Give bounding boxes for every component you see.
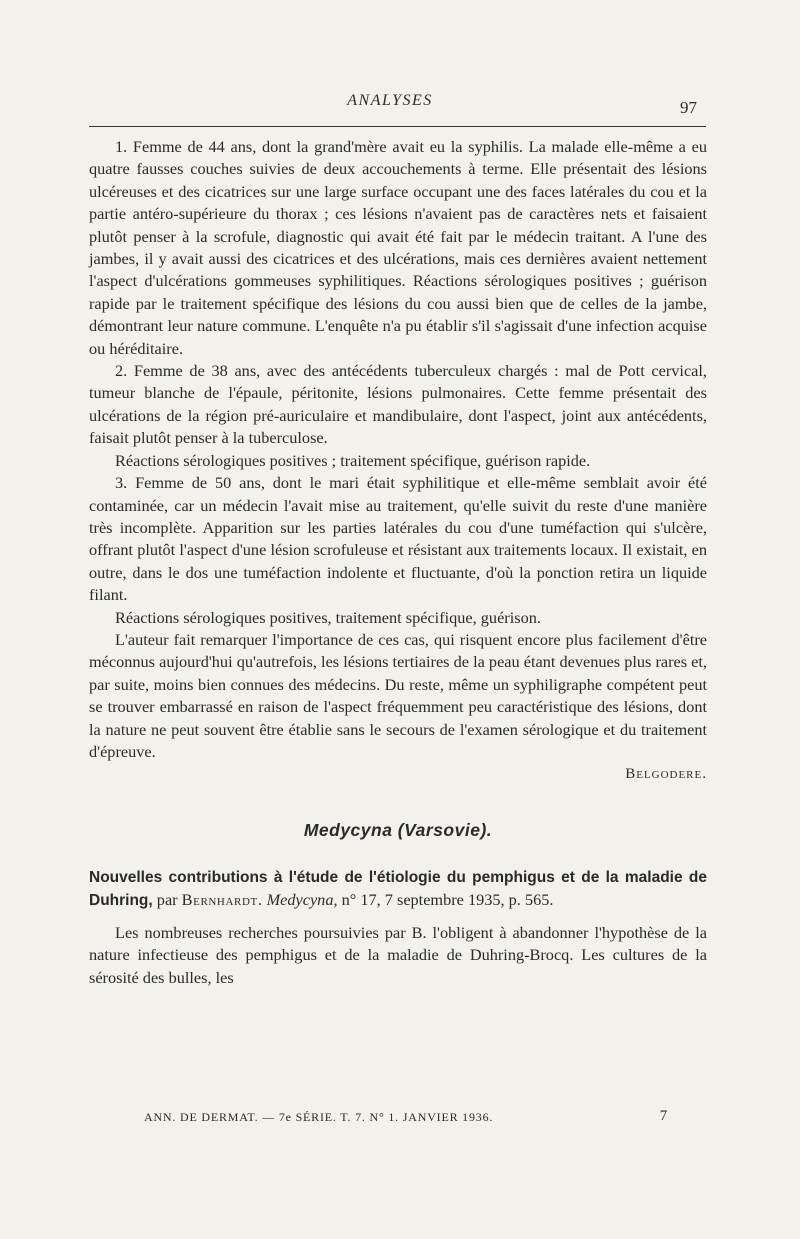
article-citation: n° 17, 7 septembre 1935, p. 565. xyxy=(341,889,554,909)
article-summary-paragraph: Les nombreuses recherches poursuivies par B. l'obligent à abandonner l'hypothèse de la nature infectieuse des pemphigus et de la maladie de Duhring-Brocq. Les cultures de la sérosité des bulles, les xyxy=(89,922,707,987)
running-head xyxy=(0,92,800,122)
article-reference xyxy=(89,866,707,912)
case-2-paragraph: 2. Femme de 38 ans, avec des antécédents tuberculeux chargés : mal de Pott cervical, tumeur blanche de l'épaule, péritonite, lésions pulmonaires. Cette femme présentait des ulcérations de la région pré-auriculaire et mandibulaire, dont l'aspect, joint aux antécédents, faisait plutôt penser à la tuberculose. xyxy=(89,361,707,448)
reviewer-signature: Belgodere. xyxy=(625,766,707,783)
article-journal: Medycyna, xyxy=(266,889,338,909)
page-number: 97 xyxy=(680,98,697,117)
article-author: Bernhardt. xyxy=(181,889,263,909)
case-3-paragraph: 3. Femme de 50 ans, dont le mari était syphilitique et elle-même semblait avoir été contaminée, car un médecin l'avait mise au traitement, qu'elle suivit du reste d'une manière très incomplète. Apparition sur les parties latérales du cou d'une tuméfaction qui s'ulcère, offrant plutôt l'aspect d'une lésion scrofuleuse et résistant aux traitements locaux. Il existait, en outre, dans le dos une tuméfaction indolente et fluctuante, d'où la ponction retira un liquide filant. xyxy=(89,473,707,605)
page-body xyxy=(89,136,707,989)
article-title: Nouvelles contributions à l'étude de l'étiologie du pemphigus et de la maladie de Duhring, xyxy=(89,868,707,909)
case-3-result-paragraph: Réactions sérologiques positives, traitement spécifique, guérison. xyxy=(115,607,541,627)
conclusion-paragraph: L'auteur fait remarquer l'importance de ces cas, qui risquent encore plus facilement d'être méconnus aujourd'hui qu'autrefois, les lésions tertiaires de la peau étant devenues plus rares et, par suite, moins bien connues des médecins. Du reste, même un syphiligraphe compétent peut se trouver embarrassé en raison de l'aspect fréquemment peu caractéristique des lésions, dont la nature ne peut souvent être établie sans le secours de l'examen sérologique et du traitement d'épreuve. xyxy=(89,629,707,761)
case-2-result-paragraph: Réactions sérologiques positives ; traitement spécifique, guérison rapide. xyxy=(115,450,591,470)
running-title: ANALYSES xyxy=(347,92,433,109)
footer-signature-number: 7 xyxy=(659,1108,668,1124)
header-rule xyxy=(89,126,706,127)
article-by: par xyxy=(156,889,178,909)
footer-citation: ANN. DE DERMAT. — 7e SÉRIE. T. 7. N° 1. JANVIER 1936. xyxy=(144,1110,494,1124)
journal-heading: Medycyna (Varsovie). xyxy=(303,819,493,840)
case-1-paragraph: 1. Femme de 44 ans, dont la grand'mère avait eu la syphilis. La malade elle-même a eu quatre fausses couches suivies de deux accouchements à terme. Elle présentait des lésions ulcéreuses et des cicatrices sur une large surface occupant une des faces latérales du cou et la partie antéro-supérieure du thorax ; ces lésions n'avaient pas de caractères nets et faisaient plutôt penser à la scrofule, diagnostic qui avait été fait par le médecin traitant. A l'une des jambes, il y avait aussi des cicatrices et des ulcérations, mais ces dernières avaient nettement l'aspect d'ulcérations gommeuses syphilitiques. Réactions sérologiques positives ; guérison rapide par le traitement spécifique des lésions du cou aussi bien que de celles de la jambe, démontrant leur nature commune. L'enquête n'a pu établir s'il s'agissait d'une infection acquise ou héréditaire. xyxy=(89,137,707,358)
